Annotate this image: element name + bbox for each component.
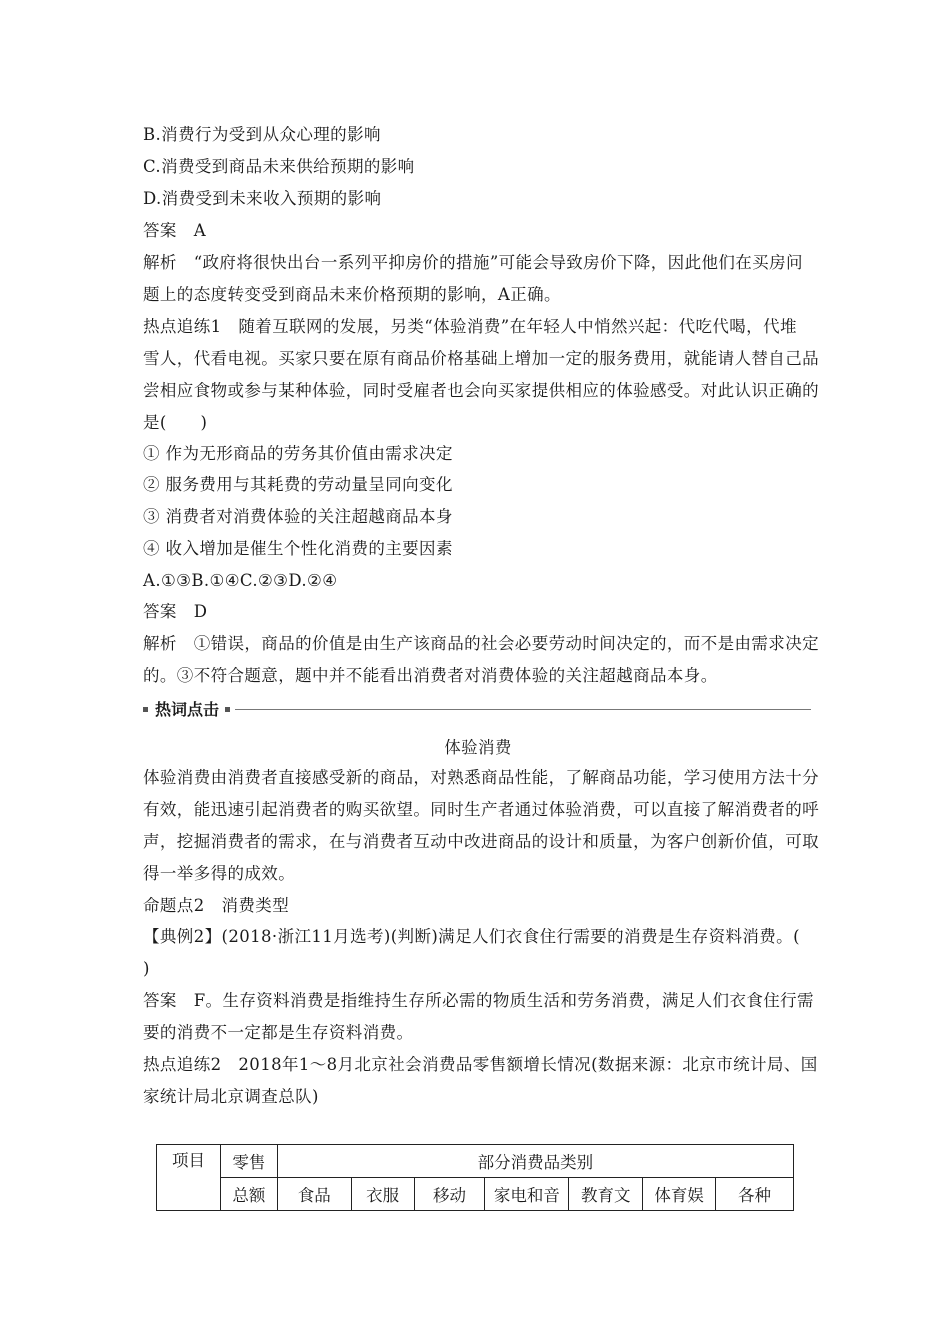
- answer-3-line-1: 答案 F。生存资料消费是指维持生存所必需的物质生活和劳务消费，满足人们衣食住行需: [143, 991, 814, 1010]
- table-subheader-various: 各种: [716, 1178, 794, 1211]
- practice-2-line-1: 热点追练2 2018年1～8月北京社会消费品零售额增长情况(数据来源：北京市统计局、国: [143, 1055, 818, 1074]
- analysis-1-line-1: 解析 “政府将很快出台一系列平抑房价的措施”可能会导致房价下降，因此他们在买房问: [143, 253, 803, 272]
- statement-2: ② 服务费用与其耗费的劳动量呈同向变化: [143, 475, 453, 494]
- answer-1: 答案 A: [143, 221, 207, 240]
- practice-1-line-4: 是( ): [143, 413, 208, 432]
- hot-word-title: 体验消费: [444, 738, 512, 757]
- option-d: D.消费受到未来收入预期的影响: [143, 189, 382, 208]
- section-header-label: 热词点击: [155, 700, 220, 719]
- hot-word-line-3: 声，挖掘消费者的需求，在与消费者互动中改进商品的设计和质量，为客户创新价值，可取: [143, 832, 819, 851]
- divider: [235, 709, 811, 710]
- practice-1-line-3: 尝相应食物或参与某种体验，同时受雇者也会向买家提供相应的体验感受。对此认识正确的: [143, 381, 819, 400]
- table-header-group: 部分消费品类别: [277, 1145, 793, 1178]
- sales-table: [156, 1144, 794, 1211]
- option-b: B.消费行为受到从众心理的影响: [143, 125, 381, 144]
- hot-word-line-4: 得一举多得的成效。: [143, 864, 296, 883]
- table-header-total: 总额: [220, 1178, 277, 1211]
- table-subheader-education: 教育文: [569, 1178, 643, 1211]
- table-header-item: 项目: [157, 1145, 221, 1211]
- table-subheader-appliance: 家电和音: [485, 1178, 569, 1211]
- analysis-1-line-2: 题上的态度转变受到商品未来价格预期的影响，A正确。: [143, 285, 561, 304]
- practice-2-line-2: 家统计局北京调查总队): [143, 1087, 319, 1106]
- statement-4: ④ 收入增加是催生个性化消费的主要因素: [143, 539, 453, 558]
- table-subheader-clothing: 衣服: [351, 1178, 414, 1211]
- table-row: [157, 1178, 794, 1211]
- analysis-2-line-1: 解析 ①错误，商品的价值是由生产该商品的社会必要劳动时间决定的，而不是由需求决定: [143, 634, 819, 653]
- statement-1: ① 作为无形商品的劳务其价值由需求决定: [143, 444, 453, 463]
- square-bullet-icon: [143, 707, 148, 712]
- table-subheader-mobile: 移动: [414, 1178, 485, 1211]
- hot-word-line-2: 有效，能迅速引起消费者的购买欲望。同时生产者通过体验消费，可以直接了解消费者的呼: [143, 800, 819, 819]
- option-c: C.消费受到商品未来供给预期的影响: [143, 157, 415, 176]
- analysis-2-line-2: 的。③不符合题意，题中并不能看出消费者对消费体验的关注超越商品本身。: [143, 666, 718, 685]
- practice-1-line-1: 热点追练1 随着互联网的发展，另类“体验消费”在年轻人中悄然兴起：代吃代喝，代堆: [143, 317, 797, 336]
- section-header: [143, 699, 811, 721]
- proposition-heading: 命题点2 消费类型: [143, 896, 290, 915]
- hot-word-line-1: 体验消费由消费者直接感受新的商品，对熟悉商品性能，了解商品功能，学习使用方法十分: [143, 768, 819, 787]
- square-bullet-icon: [225, 707, 230, 712]
- table-subheader-sports: 体育娱: [643, 1178, 716, 1211]
- statement-3: ③ 消费者对消费体验的关注超越商品本身: [143, 507, 453, 526]
- answer-3-line-2: 要的消费不一定都是生存资料消费。: [143, 1023, 414, 1042]
- example-2-line-1: 【典例2】(2018·浙江11月选考)(判断)满足人们衣食住行需要的消费是生存资料消费。(: [143, 927, 800, 946]
- answer-2: 答案 D: [143, 602, 208, 621]
- table-subheader-food: 食品: [277, 1178, 351, 1211]
- table-header-retail: 零售: [220, 1145, 277, 1178]
- table-row: [157, 1145, 794, 1178]
- choices: A.①③B.①④C.②③D.②④: [143, 571, 338, 590]
- example-2-line-2: ): [143, 959, 150, 978]
- practice-1-line-2: 雪人，代看电视。买家只要在原有商品价格基础上增加一定的服务费用，就能请人替自己品: [143, 349, 819, 368]
